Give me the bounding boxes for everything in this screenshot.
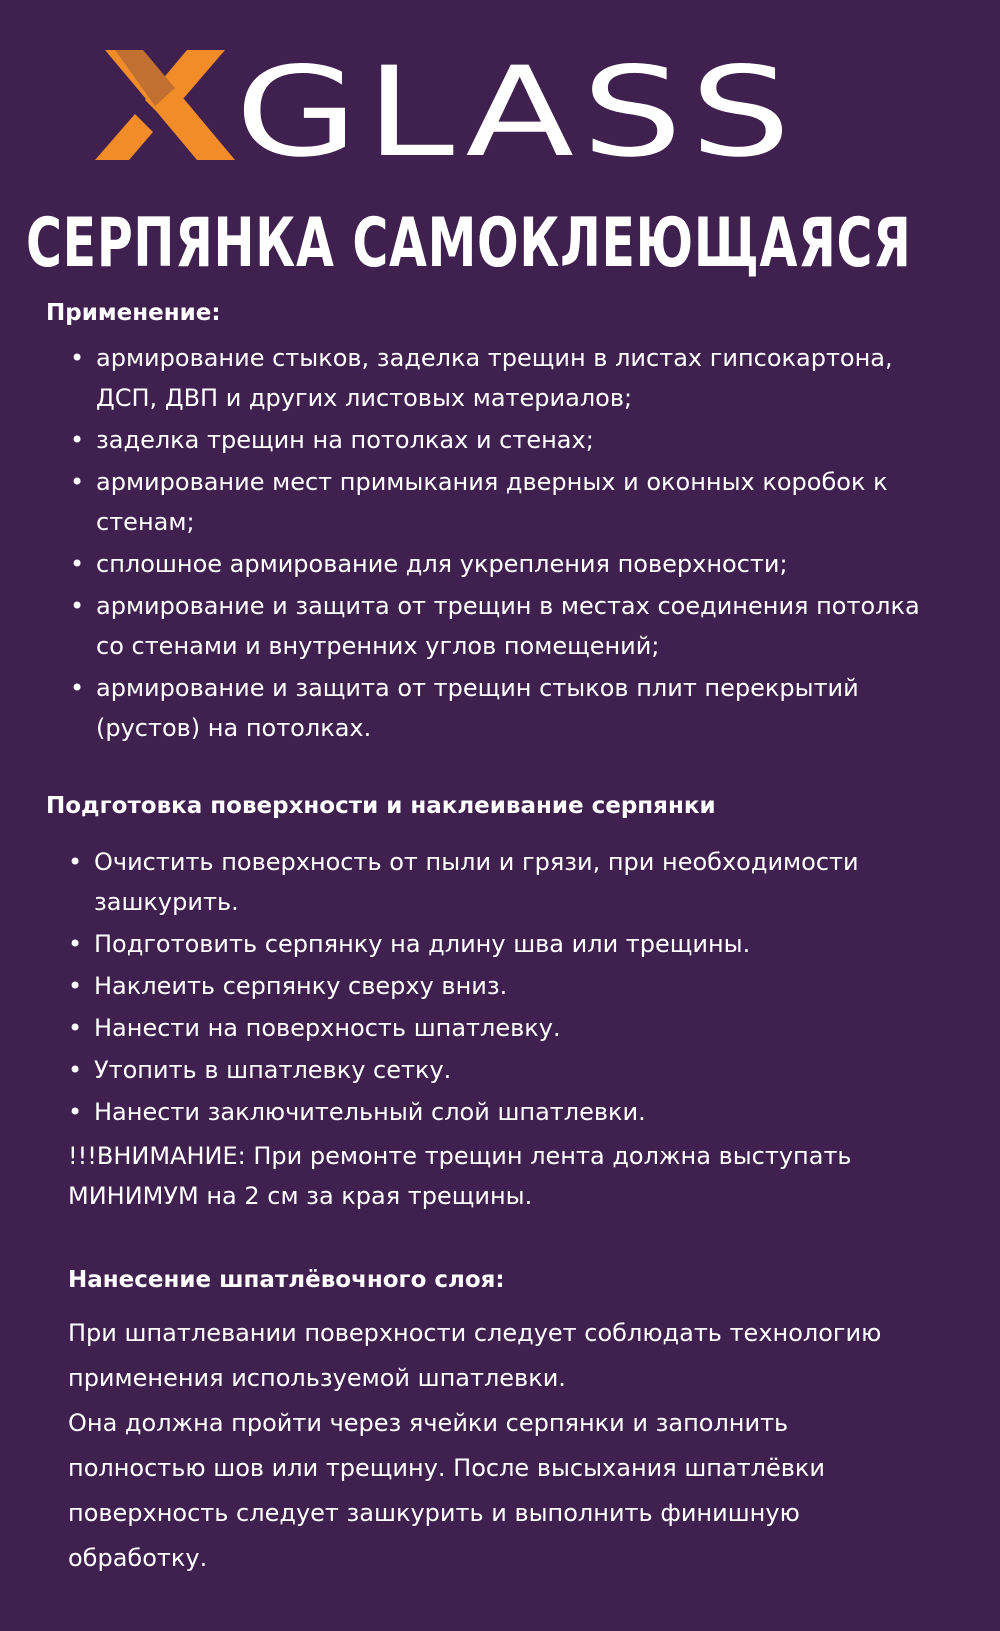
section-heading-application: Применение: [46,300,221,326]
section-heading-preparation: Подготовка поверхности и наклеивание серпянки [46,793,716,819]
list-item: • Подготовить серпянку на длину шва или трещины. [68,924,948,964]
page-title: СЕРПЯНКА САМОКЛЕЮЩАЯСЯ [26,204,912,283]
list-item: • сплошное армирование для укрепления поверхности; [70,544,950,584]
list-item: • Наклеить серпянку сверху вниз. [68,966,948,1006]
logo-wordmark: GLASS [235,41,799,185]
section-heading-filler: Нанесение шпатлёвочного слоя: [68,1267,505,1293]
list-item: • армирование и защита от трещин в местах соединения потолка со стенами и внутренних углов помещений; [70,586,950,666]
list-item: • армирование стыков, заделка трещин в листах гипсокартона, ДСП, ДВП и других листовых материалов; [70,338,950,418]
filler-paragraph-2: Она должна пройти через ячейки серпянки и заполнить полностью шов или трещину. После высыхания шпатлёвки поверхность следует зашкурить и выполнить финишную обработку. [68,1409,826,1572]
list-item: • Очистить поверхность от пыли и грязи, при необходимости зашкурить. [68,842,948,922]
preparation-list [68,842,948,1134]
application-list [70,338,950,750]
xglass-logo [95,41,935,185]
list-item: • армирование мест примыкания дверных и оконных коробок к стенам; [70,462,950,542]
list-item: • Нанести заключительный слой шпатлевки. [68,1092,948,1132]
list-item: • армирование и защита от трещин стыков плит перекрытий (рустов) на потолках. [70,668,950,748]
list-item: • Утопить в шпатлевку сетку. [68,1050,948,1090]
list-item: • заделка трещин на потолках и стенах; [70,420,950,460]
warning-text: !!!ВНИМАНИЕ: При ремонте трещин лента должна выступать МИНИМУМ на 2 см за края трещины. [68,1142,852,1210]
list-item: • Нанести на поверхность шпатлевку. [68,1008,948,1048]
filler-paragraph-1: При шпатлевании поверхности следует соблюдать технологию применения используемой шпатлевки. [68,1319,882,1392]
